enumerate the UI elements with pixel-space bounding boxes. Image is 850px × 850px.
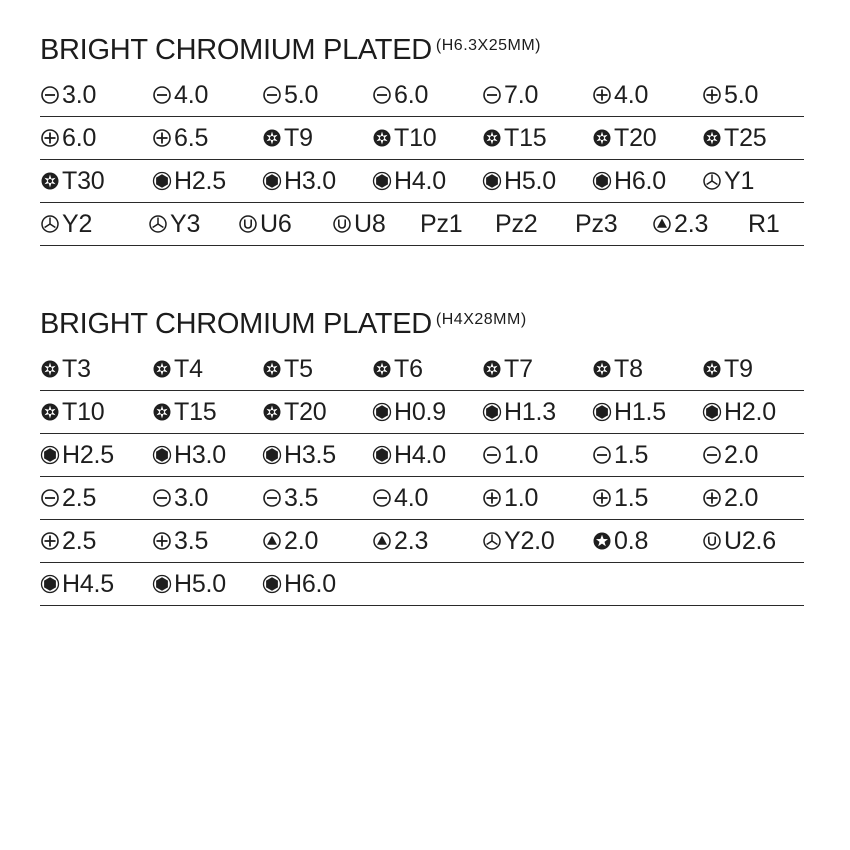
slotted-icon <box>372 488 392 508</box>
bit-entry <box>372 477 428 519</box>
bit-row <box>40 563 804 606</box>
bit-entry <box>482 74 538 116</box>
bit-entry <box>482 477 538 519</box>
bit-size-label: H4.0 <box>394 440 447 469</box>
slotted-icon <box>592 445 612 465</box>
bit-size-label: T9 <box>284 123 313 152</box>
bit-entry <box>152 391 216 433</box>
bit-size-label: 5.0 <box>724 80 759 109</box>
torx-icon <box>152 402 172 422</box>
bit-entry <box>152 563 226 605</box>
phillips-icon <box>482 488 502 508</box>
phillips-icon <box>702 85 722 105</box>
bit-size-label: 1.0 <box>504 440 539 469</box>
torx-icon <box>702 359 722 379</box>
phillips-icon <box>152 128 172 148</box>
bit-size-label: T9 <box>724 354 753 383</box>
torx-icon <box>40 171 60 191</box>
bit-entry <box>262 563 336 605</box>
bit-entry <box>372 348 423 390</box>
bit-row <box>40 348 804 391</box>
phillips-icon <box>152 531 172 551</box>
triangle-icon <box>372 531 392 551</box>
bit-entry <box>592 348 643 390</box>
torx-icon <box>40 359 60 379</box>
bit-size-label: T7 <box>504 354 533 383</box>
bit-list-section-h4x28mm <box>40 308 804 606</box>
slotted-icon <box>702 445 722 465</box>
torx-icon <box>482 359 502 379</box>
bit-entry <box>702 477 758 519</box>
torx-icon <box>152 359 172 379</box>
torx-icon <box>262 402 282 422</box>
bit-entry <box>152 74 208 116</box>
bit-rows <box>40 74 804 246</box>
bit-size-label: T6 <box>394 354 423 383</box>
bit-rows <box>40 348 804 606</box>
torx-icon <box>372 128 392 148</box>
section-title: BRIGHT CHROMIUM PLATED <box>40 308 432 340</box>
slotted-icon <box>40 85 60 105</box>
bit-entry <box>148 203 200 245</box>
bit-row <box>40 203 804 246</box>
bit-size-label: 2.3 <box>674 209 709 238</box>
bit-entry <box>702 74 758 116</box>
bit-size-label: 6.5 <box>174 123 209 152</box>
bit-size-label: H5.0 <box>504 166 557 195</box>
bit-size-label: 4.0 <box>614 80 649 109</box>
bit-size-label: 2.0 <box>724 440 759 469</box>
hex-icon <box>152 445 172 465</box>
bit-row <box>40 117 804 160</box>
bit-row <box>40 391 804 434</box>
triangle-icon <box>652 214 672 234</box>
bit-size-label: 6.0 <box>62 123 97 152</box>
bit-entry <box>152 520 208 562</box>
bit-entry <box>40 117 96 159</box>
hex-icon <box>372 171 392 191</box>
bit-entry <box>592 391 666 433</box>
bit-size-label: H2.5 <box>174 166 227 195</box>
bit-size-label: 7.0 <box>504 80 539 109</box>
bit-size-label: T20 <box>284 397 327 426</box>
tri-wing-icon <box>148 214 168 234</box>
bit-entry <box>702 160 754 202</box>
bit-size-label: Y1 <box>724 166 755 195</box>
bit-size-label: 3.0 <box>62 80 97 109</box>
torx-icon <box>592 128 612 148</box>
hex-icon <box>152 171 172 191</box>
bit-size-label: T8 <box>614 354 643 383</box>
bit-size-label: 1.0 <box>504 483 539 512</box>
hex-icon <box>40 574 60 594</box>
section-heading <box>40 308 804 348</box>
torx-icon <box>372 359 392 379</box>
bit-entry <box>372 160 446 202</box>
bit-size-label: U2.6 <box>724 526 777 555</box>
bit-size-label: T25 <box>724 123 767 152</box>
bit-entry <box>592 434 648 476</box>
hex-icon <box>152 574 172 594</box>
bit-entry <box>262 434 336 476</box>
slotted-icon <box>482 85 502 105</box>
bit-size-label: U6 <box>260 209 292 238</box>
bit-size-label: H2.5 <box>62 440 115 469</box>
bit-size-label: Pz1 <box>420 209 463 238</box>
bit-size-label: H3.0 <box>284 166 337 195</box>
bit-size-label: H3.0 <box>174 440 227 469</box>
section-subtitle: (H4X28MM) <box>435 311 527 328</box>
u-shape-icon <box>238 214 258 234</box>
bit-size-label: 3.0 <box>174 483 209 512</box>
slotted-icon <box>262 85 282 105</box>
slotted-icon <box>40 488 60 508</box>
bit-size-label: 3.5 <box>284 483 319 512</box>
torx-icon <box>482 128 502 148</box>
bit-size-label: 2.5 <box>62 526 97 555</box>
bit-size-label: H4.0 <box>394 166 447 195</box>
hex-icon <box>482 171 502 191</box>
bit-size-label: 1.5 <box>614 440 649 469</box>
bit-size-label: H5.0 <box>174 569 227 598</box>
bit-size-label: 4.0 <box>394 483 429 512</box>
bit-row <box>40 520 804 563</box>
slotted-icon <box>152 85 172 105</box>
bit-size-label: 1.5 <box>614 483 649 512</box>
bit-size-label: Pz3 <box>575 209 618 238</box>
tri-wing-icon <box>482 531 502 551</box>
bit-entry <box>420 203 462 245</box>
phillips-icon <box>592 488 612 508</box>
bit-size-label: 6.0 <box>394 80 429 109</box>
bit-size-label: T30 <box>62 166 105 195</box>
hex-icon <box>262 171 282 191</box>
torx-icon <box>702 128 722 148</box>
bit-row <box>40 74 804 117</box>
bit-size-label: H2.0 <box>724 397 777 426</box>
bit-entry <box>40 563 114 605</box>
bit-size-label: H1.5 <box>614 397 667 426</box>
hex-icon <box>592 402 612 422</box>
hex-icon <box>262 445 282 465</box>
bit-entry <box>592 520 648 562</box>
bit-entry <box>40 348 91 390</box>
bit-entry <box>152 117 208 159</box>
bit-entry <box>495 203 537 245</box>
bit-entry <box>482 160 556 202</box>
bit-entry <box>702 520 776 562</box>
bit-size-label: T4 <box>174 354 203 383</box>
bit-size-label: 2.5 <box>62 483 97 512</box>
bit-size-label: T3 <box>62 354 91 383</box>
bit-row <box>40 434 804 477</box>
bit-entry <box>482 391 556 433</box>
section-title: BRIGHT CHROMIUM PLATED <box>40 34 432 66</box>
bit-entry <box>372 74 428 116</box>
bit-entry <box>40 520 96 562</box>
bit-size-label: T20 <box>614 123 657 152</box>
bit-size-label: Y2.0 <box>504 526 555 555</box>
bit-size-label: 2.3 <box>394 526 429 555</box>
bit-size-label: H6.0 <box>284 569 337 598</box>
hex-icon <box>262 574 282 594</box>
bit-entry <box>592 477 648 519</box>
bit-entry <box>332 203 386 245</box>
bit-entry <box>592 117 656 159</box>
bit-entry <box>262 117 313 159</box>
bit-entry <box>40 434 114 476</box>
bit-entry <box>262 348 313 390</box>
phillips-icon <box>592 85 612 105</box>
bit-entry <box>372 117 436 159</box>
bit-entry <box>702 391 776 433</box>
bit-size-label: Pz2 <box>495 209 538 238</box>
triangle-icon <box>262 531 282 551</box>
bit-entry <box>482 117 546 159</box>
u-shape-icon <box>702 531 722 551</box>
bit-size-label: 3.5 <box>174 526 209 555</box>
bit-size-label: T15 <box>174 397 217 426</box>
bit-entry <box>40 203 92 245</box>
bit-entry <box>652 203 708 245</box>
torx-icon <box>40 402 60 422</box>
bit-size-label: H4.5 <box>62 569 115 598</box>
bit-entry <box>40 160 104 202</box>
bit-entry <box>40 74 96 116</box>
torx-icon <box>262 359 282 379</box>
section-heading <box>40 34 804 74</box>
slotted-icon <box>152 488 172 508</box>
bit-entry <box>748 203 780 245</box>
bit-size-label: 0.8 <box>614 526 649 555</box>
phillips-icon <box>702 488 722 508</box>
hex-icon <box>40 445 60 465</box>
bit-size-label: H3.5 <box>284 440 337 469</box>
torx-icon <box>592 359 612 379</box>
bit-entry <box>372 391 446 433</box>
hex-icon <box>372 402 392 422</box>
tri-wing-icon <box>40 214 60 234</box>
bit-entry <box>372 434 446 476</box>
bit-entry <box>702 348 753 390</box>
bit-entry <box>592 74 648 116</box>
hex-icon <box>592 171 612 191</box>
slotted-icon <box>482 445 502 465</box>
bit-entry <box>702 117 766 159</box>
bit-size-label: U8 <box>354 209 386 238</box>
bit-entry <box>40 391 104 433</box>
bit-entry <box>152 160 226 202</box>
bit-entry <box>482 348 533 390</box>
bit-size-label: R1 <box>748 209 780 238</box>
slotted-icon <box>372 85 392 105</box>
bit-size-label: H0.9 <box>394 397 447 426</box>
bit-entry <box>152 477 208 519</box>
torx-icon <box>262 128 282 148</box>
bit-size-label: 5.0 <box>284 80 319 109</box>
bit-size-label: H6.0 <box>614 166 667 195</box>
bit-size-label: 4.0 <box>174 80 209 109</box>
phillips-icon <box>40 128 60 148</box>
pentalobe-icon <box>592 531 612 551</box>
bit-entry <box>702 434 758 476</box>
bit-size-label: 2.0 <box>284 526 319 555</box>
tri-wing-icon <box>702 171 722 191</box>
bit-size-label: T15 <box>504 123 547 152</box>
bit-entry <box>262 391 326 433</box>
section-subtitle: (H6.3X25MM) <box>435 37 541 54</box>
bit-entry <box>592 160 666 202</box>
bit-entry <box>238 203 292 245</box>
hex-icon <box>372 445 392 465</box>
bit-entry <box>482 520 555 562</box>
bit-entry <box>575 203 617 245</box>
bit-size-label: Y2 <box>62 209 93 238</box>
bit-entry <box>152 348 203 390</box>
bit-entry <box>262 477 318 519</box>
bit-size-label: T10 <box>62 397 105 426</box>
bit-row <box>40 477 804 520</box>
hex-icon <box>702 402 722 422</box>
bit-entry <box>262 520 318 562</box>
bit-size-label: 2.0 <box>724 483 759 512</box>
u-shape-icon <box>332 214 352 234</box>
phillips-icon <box>40 531 60 551</box>
bit-list-section-h6-3x25mm <box>40 34 804 246</box>
bit-size-label: H1.3 <box>504 397 557 426</box>
hex-icon <box>482 402 502 422</box>
bit-size-label: T5 <box>284 354 313 383</box>
bit-size-label: Y3 <box>170 209 201 238</box>
bit-entry <box>262 160 336 202</box>
bit-size-label: T10 <box>394 123 437 152</box>
bit-entry <box>40 477 96 519</box>
bit-entry <box>482 434 538 476</box>
bit-entry <box>262 74 318 116</box>
bit-row <box>40 160 804 203</box>
slotted-icon <box>262 488 282 508</box>
bit-entry <box>372 520 428 562</box>
bit-entry <box>152 434 226 476</box>
